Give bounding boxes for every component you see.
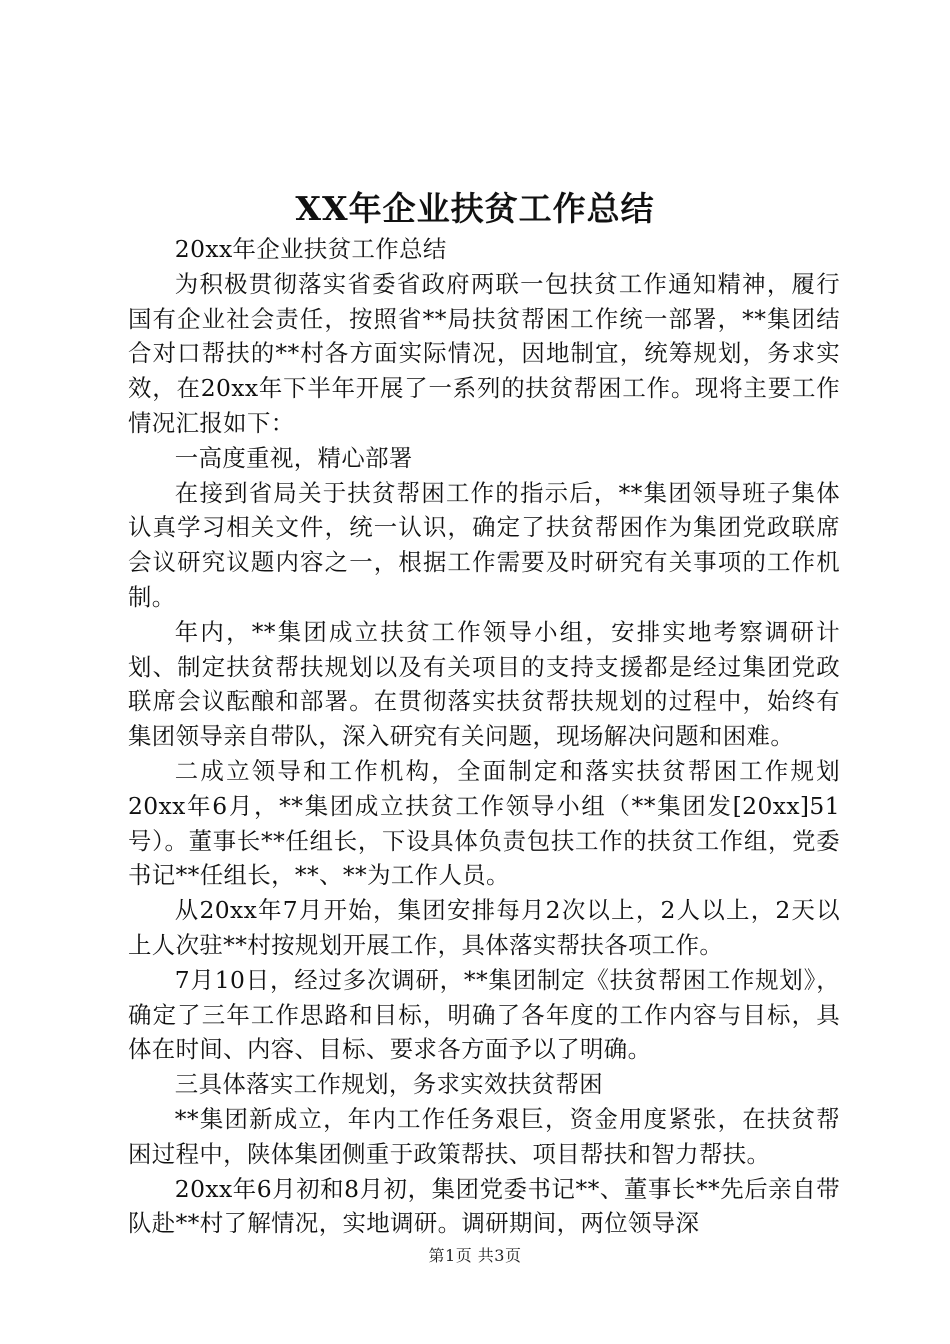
paragraph: 从20xx年7月开始，集团安排每月2次以上，2人以上，2天以上人次驻**村按规划开展工作，具体落实帮扶各项工作。: [128, 896, 840, 959]
section-heading-2: 二成立领导和工作机构，全面制定和落实扶贫帮困工作规划20xx年6月，**集团成立扶贫工作领导小组（**集团发[20xx]51号）。董事长**任组长，下设具体负责包扶工作的扶贫工作组，党委书记**任组长，**、**为工作人员。: [128, 756, 840, 890]
paragraph: 20xx年6月初和8月初，集团党委书记**、董事长**先后亲自带队赴**村了解情况，实地调研。调研期间，两位领导深: [128, 1174, 840, 1238]
paragraph: 7月10日，经过多次调研，**集团制定《扶贫帮困工作规划》，确定了三年工作思路和目标，明确了各年度的工作内容与目标，具体在时间、内容、目标、要求各方面予以了明确。: [128, 965, 840, 1064]
section-heading-1: 一高度重视，精心部署: [174, 443, 413, 472]
section-heading-3: 三具体落实工作规划，务求实效扶贫帮困: [174, 1070, 604, 1099]
document-title: XX年企业扶贫工作总结: [295, 189, 655, 228]
paragraph-subtitle: 20xx年企业扶贫工作总结: [174, 235, 447, 263]
page-number: 第1页 共3页: [428, 1246, 522, 1265]
paragraph-intro: 为积极贯彻落实省委省政府两联一包扶贫工作通知精神，履行国有企业社会责任，按照省**局扶贫帮困工作统一部署，**集团结合对口帮扶的**村各方面实际情况，因地制宜，统筹规划，务求实效，在20xx年下半年开展了一系列的扶贫帮困工作。现将主要工作情况汇报如下：: [128, 269, 840, 437]
paragraph: 在接到省局关于扶贫帮困工作的指示后，**集团领导班子集体认真学习相关文件，统一认识，确定了扶贫帮困作为集团党政联席会议研究议题内容之一，根据工作需要及时研究有关事项的工作机制。: [128, 478, 840, 611]
document-body: [128, 232, 840, 1241]
paragraph: **集团新成立，年内工作任务艰巨，资金用度紧张，在扶贫帮困过程中，陕体集团侧重于政策帮扶、项目帮扶和智力帮扶。: [128, 1104, 840, 1168]
paragraph: 年内，**集团成立扶贫工作领导小组，安排实地考察调研计划、制定扶贫帮扶规划以及有关项目的支持支援都是经过集团党政联席会议酝酿和部署。在贯彻落实扶贫帮扶规划的过程中，始终有集团领导亲自带队，深入研究有关问题，现场解决问题和困难。: [128, 617, 840, 751]
